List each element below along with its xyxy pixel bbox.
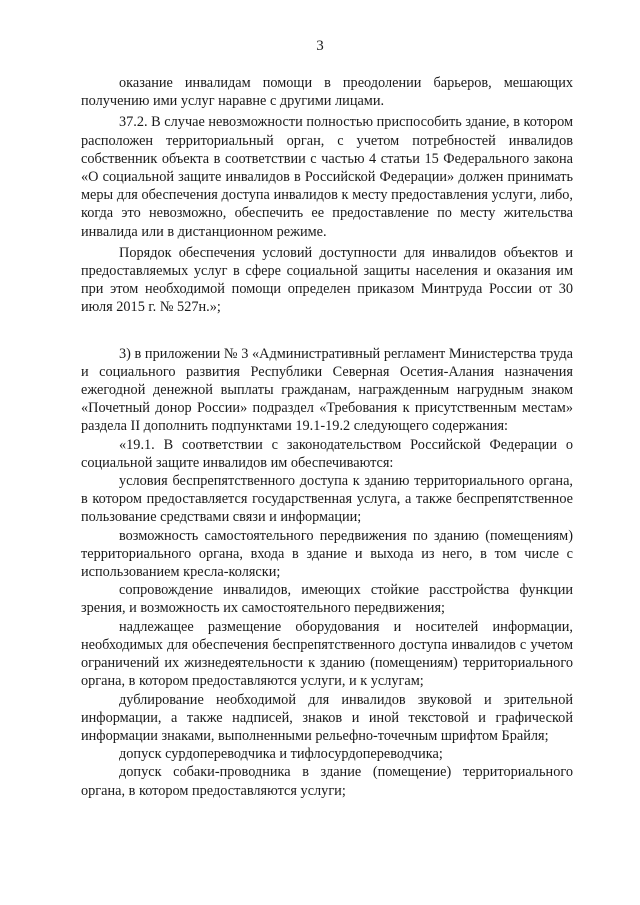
- document-body: [81, 74, 573, 800]
- paragraph-sign-interpreter: допуск сурдопереводчика и тифлосурдопереводчика;: [119, 746, 443, 763]
- paragraph-accessibility-order: Порядок обеспечения условий доступности для инвалидов объектов и предоставляемых услуг в сфере социальной защиты населения и оказания им при этом необходимой помощи определен приказом Минтруда России от 30 июля 2015 г. № 527н.»;: [81, 244, 573, 316]
- paragraph-independent-movement: возможность самостоятельного передвижения по зданию (помещениям) территориального органа, входа в здание и выхода из него, в том числе с использованием кресла-коляски;: [81, 527, 573, 581]
- paragraph-vision-support: сопровождение инвалидов, имеющих стойкие расстройства функции зрения, и возможность их самостоятельного передвижения;: [81, 582, 573, 617]
- paragraph-guide-dog: допуск собаки-проводника в здание (помещение) территориального органа, в котором предоставляются услуги;: [81, 764, 573, 799]
- page-number: 3: [316, 38, 324, 54]
- paragraph-barrier-assistance: оказание инвалидам помощи в преодолении барьеров, мешающих получению ими услуг наравне с другими лицами.: [81, 75, 573, 110]
- paragraph-37-2: 37.2. В случае невозможности полностью приспособить здание, в котором расположен территориальный орган, с учетом потребностей инвалидов собственник объекта в соответствии с частью 4 статьи 15 Федерального закона «О социальной защите инвалидов в Российской Федерации» должен принимать меры для обеспечения доступа инвалидов к месту предоставления услуги, либо, когда это невозможно, обеспечить ее предоставление по месту жительства инвалида или в дистанционном режиме.: [81, 114, 573, 240]
- paragraph-information-duplication: дублирование необходимой для инвалидов звуковой и зрительной информации, а также надписей, знаков и иной текстовой и графической информации знаками, выполненными рельефно-точечным шрифтом Брайля;: [81, 691, 573, 744]
- paragraph-19-1: «19.1. В соответствии с законодательством Российской Федерации о социальной защите инвалидов им обеспечиваются:: [81, 436, 573, 471]
- paragraph-building-access: условия беспрепятственного доступа к зданию территориального органа, в котором предоставляется государственная услуга, а также беспрепятственное пользование средствами связи и информации;: [81, 473, 573, 526]
- paragraph-appendix-3: 3) в приложении № 3 «Административный регламент Министерства труда и социального развития Республики Северная Осетия-Алания назначения ежегодной денежной выплаты гражданам, награжденным нагрудным знаком «Почетный донор России» подраздел «Требования к присутственным местам» раздела II дополнить подпунктами 19.1-19.2 следующего содержания:: [81, 345, 573, 435]
- paragraph-equipment-placement: надлежащее размещение оборудования и носителей информации, необходимых для обеспечения беспрепятственного доступа инвалидов с учетом ограничений их жизнедеятельности к зданию (помещениям) территориального органа, в котором предоставляются услуги, и к услугам;: [81, 618, 573, 690]
